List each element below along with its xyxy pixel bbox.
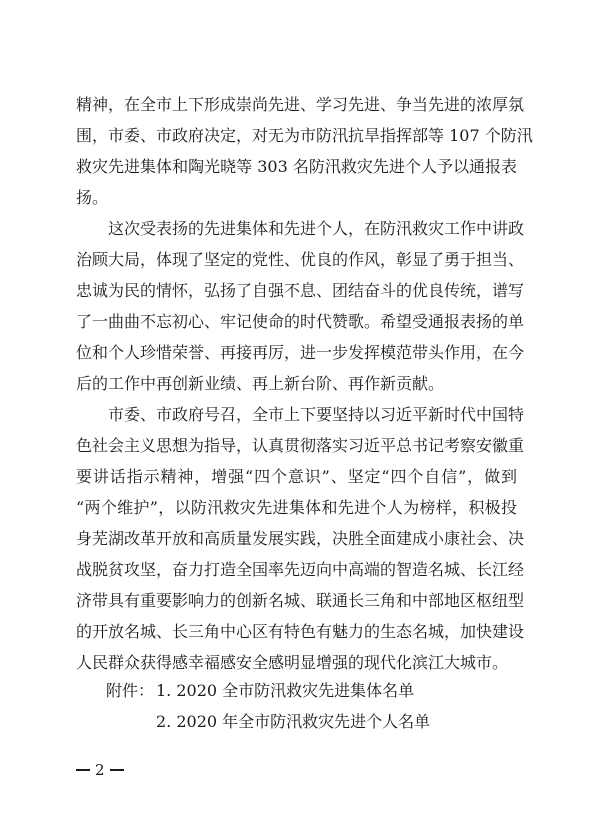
text-line: 位和个人珍惜荣誉、再接再厉，进一步发挥模范带头作用，在今	[76, 343, 525, 362]
page-number	[76, 761, 124, 779]
text-line: “两个维护”，以防汛救灾先进集体和先进个人为榜样，积极投	[76, 498, 517, 517]
text-line: 治顾大局，体现了坚定的党性、优良的作风，彰显了勇于担当、	[76, 250, 525, 269]
text-line: 的开放名城、长三角中心区有特色有魅力的生态名城，加快建设	[76, 622, 525, 641]
attachment-item: 1. 2020 全市防汛救灾先进集体名单	[156, 681, 415, 700]
text-line: 色社会主义思想为指导，认真贯彻落实习近平总书记考察安徽重	[76, 436, 525, 455]
attachment-item: 2. 2020 年全市防汛救灾先进个人名单	[156, 712, 431, 731]
attachments-label: 附件：	[106, 681, 155, 700]
text-line: 了一曲曲不忘初心、牢记使命的时代赞歌。希望受通报表扬的单	[76, 312, 525, 331]
text-line: 精神，在全市上下形成崇尚先进、学习先进、争当先进的浓厚氛	[76, 95, 525, 114]
page-number-dash	[110, 769, 124, 771]
page-number-value: 2	[95, 761, 105, 779]
text-line: 忠诚为民的情怀，弘扬了自强不息、团结奋斗的优良传统，谱写	[76, 281, 525, 300]
page-number-dash	[76, 769, 90, 771]
text-line: 人民群众获得感幸福感安全感明显增强的现代化滨江大城市。	[76, 653, 509, 672]
text-line: 济带具有重要影响力的创新名城、联通长三角和中部地区枢纽型	[76, 591, 525, 610]
text-line: 市委、市政府号召，全市上下要坚持以习近平新时代中国特	[76, 405, 525, 424]
text-line: 扬。	[76, 188, 109, 207]
text-line: 要讲话指示精神，增强“四个意识”、坚定“四个自信”，做到	[76, 467, 517, 486]
text-line: 后的工作中再创新业绩、再上新台阶、再作新贡献。	[76, 374, 445, 393]
text-line: 救灾先进集体和陶光晓等 303 名防汛救灾先进个人予以通报表	[76, 157, 517, 176]
text-line: 身芜湖改革开放和高质量发展实践，决胜全面建成小康社会、决	[76, 529, 525, 548]
text-line: 战脱贫攻坚，奋力打造全国率先迈向中高端的智造名城、长江经	[76, 560, 525, 579]
text-line: 这次受表扬的先进集体和先进个人，在防汛救灾工作中讲政	[76, 219, 525, 238]
text-line: 围，市委、市政府决定，对无为市防汛抗旱指挥部等 107 个防汛	[76, 126, 533, 145]
